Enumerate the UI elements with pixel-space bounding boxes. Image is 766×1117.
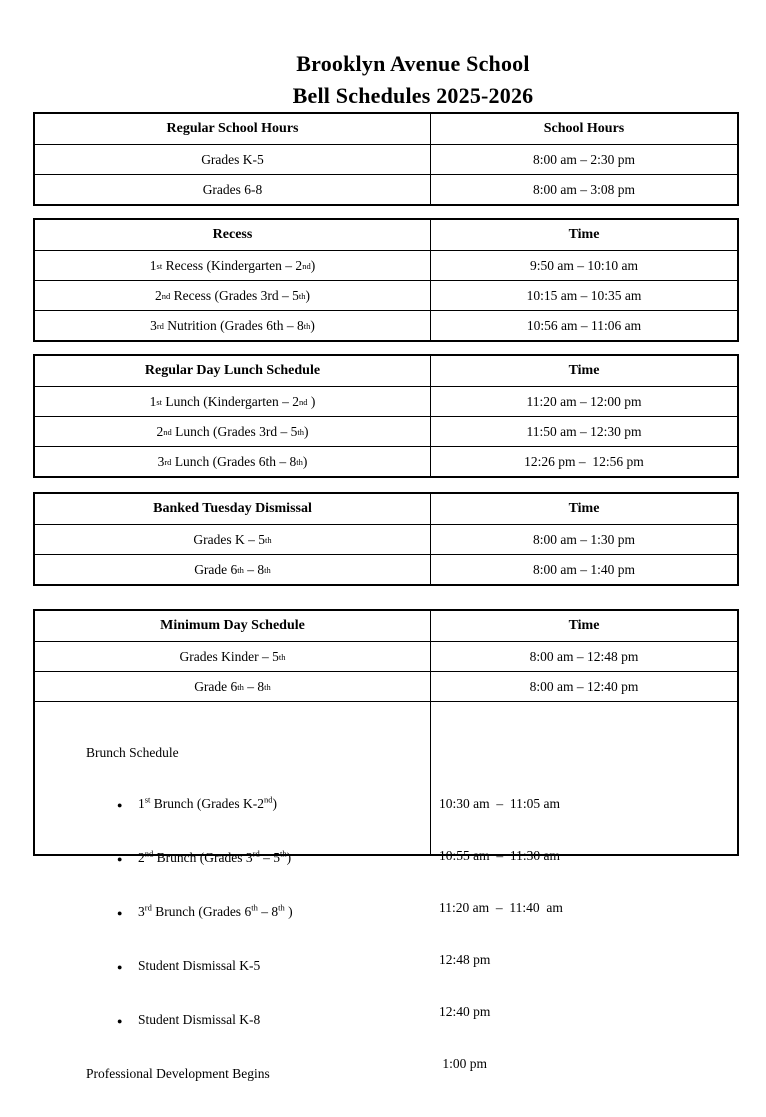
schedule-label-cell: 3 rd Lunch (Grades 6th – 8 th ) xyxy=(35,447,431,476)
brunch-list-item xyxy=(35,903,430,922)
brunch-item-label: Student Dismissal K-5 xyxy=(138,958,261,974)
time-cell: 8:00 am – 1:30 pm xyxy=(533,531,635,547)
brunch-schedule-row xyxy=(35,701,737,1081)
schedule-label-cell: Grade 6 th – 8 th xyxy=(35,672,431,701)
page-title xyxy=(60,48,766,112)
table-row xyxy=(35,671,737,701)
bullet-icon: ● xyxy=(117,800,123,811)
bullet-icon: ● xyxy=(117,854,123,865)
table-row xyxy=(35,310,737,340)
brunch-list-item xyxy=(35,795,430,814)
brunch-time: 1:00 pm xyxy=(439,1055,488,1071)
bullet-icon: ● xyxy=(117,908,123,919)
time-cell: 8:00 am – 12:48 pm xyxy=(529,648,639,664)
schedule-label-cell: 1 st Recess (Kindergarten – 2 nd ) xyxy=(35,251,431,280)
table-row xyxy=(35,144,737,174)
schedule-label-cell: 2 nd Lunch (Grades 3rd – 5 th ) xyxy=(35,417,431,446)
schedule-label-cell: Grades K-5 xyxy=(35,145,431,174)
column-header: Recess xyxy=(35,220,431,250)
schedule-label-cell: 1 st Lunch (Kindergarten – 2 nd ) xyxy=(35,387,431,416)
page-title-line2: Bell Schedules 2025-2026 xyxy=(292,83,534,108)
brunch-item-label: 1st Brunch (Grades K-2nd) xyxy=(138,794,278,812)
brunch-item-label: 3rd Brunch (Grades 6th – 8th ) xyxy=(138,902,293,920)
table-header-row xyxy=(35,114,737,144)
time-cell: 11:50 am – 12:30 pm xyxy=(526,423,642,439)
table-row xyxy=(35,250,737,280)
time-cell: 9:50 am – 10:10 am xyxy=(530,257,638,273)
column-header: Minimum Day Schedule xyxy=(35,611,431,641)
brunch-item-label: 2nd Brunch (Grades 3rd – 5th) xyxy=(138,848,292,866)
brunch-schedule-heading: Brunch Schedule xyxy=(86,744,179,760)
brunch-times-cell xyxy=(431,702,737,1071)
column-header: Time xyxy=(568,501,600,516)
column-header: Time xyxy=(568,363,600,378)
time-cell: 10:56 am – 11:06 am xyxy=(526,317,642,333)
schedule-label-cell: Grades K – 5 th xyxy=(35,525,431,554)
brunch-item-label: Student Dismissal K-8 xyxy=(138,1012,261,1028)
table-row xyxy=(35,174,737,204)
column-header: School Hours xyxy=(543,121,625,136)
brunch-time: 10:30 am – 11:05 am xyxy=(439,796,560,812)
table-row xyxy=(35,416,737,446)
time-cell: 8:00 am – 12:40 pm xyxy=(529,678,639,694)
column-header: Time xyxy=(568,618,600,633)
table-row xyxy=(35,641,737,671)
professional-development-label: Professional Development Begins xyxy=(86,1065,270,1081)
spacer xyxy=(439,744,737,761)
brunch-time: 12:48 pm xyxy=(439,951,491,967)
time-cell: 8:00 am – 2:30 pm xyxy=(533,151,635,167)
column-header: Regular School Hours xyxy=(35,114,431,144)
column-header: Regular Day Lunch Schedule xyxy=(35,356,431,386)
table-row xyxy=(35,386,737,416)
time-cell: 10:15 am – 10:35 am xyxy=(526,287,642,303)
brunch-time: 10:55 am – 11:30 am xyxy=(439,848,560,864)
bullet-icon: ● xyxy=(117,962,123,973)
banked-tuesday-dismissal-table xyxy=(33,492,739,586)
lunch-schedule-table xyxy=(33,354,739,478)
table-header-row xyxy=(35,494,737,524)
regular-school-hours-table xyxy=(33,112,739,206)
schedule-label-cell: Grades 6-8 xyxy=(35,175,431,204)
schedule-label-cell: Grade 6 th – 8 th xyxy=(35,555,431,584)
minimum-day-schedule-table xyxy=(33,609,739,1081)
time-cell: 8:00 am – 1:40 pm xyxy=(533,561,635,577)
bullet-icon: ● xyxy=(117,1016,123,1027)
table-row xyxy=(35,554,737,584)
schedule-label-cell: Grades Kinder – 5 th xyxy=(35,642,431,671)
brunch-schedule-cell xyxy=(35,702,431,1081)
table-header-row xyxy=(35,220,737,250)
table-header-row xyxy=(35,611,737,641)
time-cell: 11:20 am – 12:00 pm xyxy=(526,393,642,409)
brunch-list-item xyxy=(35,849,430,868)
brunch-list-item xyxy=(35,1011,430,1030)
table-row xyxy=(35,446,737,476)
recess-table xyxy=(33,218,739,342)
brunch-time: 12:40 pm xyxy=(439,1003,491,1019)
time-cell: 12:26 pm – 12:56 pm xyxy=(524,453,644,469)
time-cell: 8:00 am – 3:08 pm xyxy=(533,181,635,197)
column-header: Banked Tuesday Dismissal xyxy=(35,494,431,524)
brunch-list-item xyxy=(35,957,430,976)
schedule-label-cell: 3 rd Nutrition (Grades 6th – 8 th ) xyxy=(35,311,431,340)
table-row xyxy=(35,524,737,554)
page-title-line1: Brooklyn Avenue School xyxy=(296,51,530,76)
brunch-time: 11:20 am – 11:40 am xyxy=(439,899,563,915)
column-header: Time xyxy=(568,227,600,242)
table-header-row xyxy=(35,356,737,386)
table-row xyxy=(35,280,737,310)
schedule-label-cell: 2 nd Recess (Grades 3rd – 5 th ) xyxy=(35,281,431,310)
